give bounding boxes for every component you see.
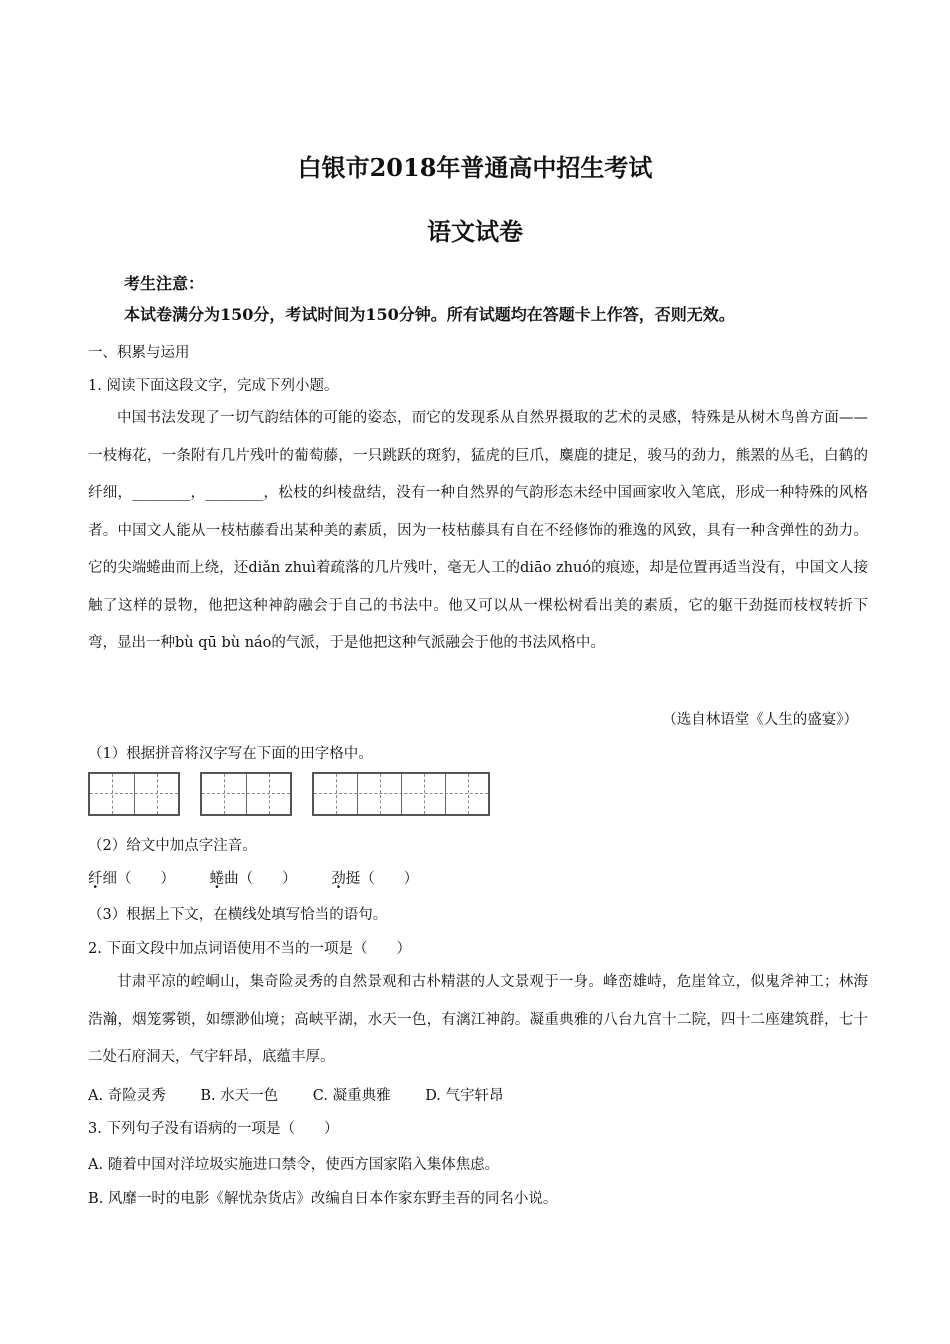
option-a[interactable]: A. 奇险灵秀: [88, 1088, 166, 1104]
dotted-char: 劲: [331, 871, 346, 887]
sub-question-1: （1）根据拼音将汉字写在下面的田字格中。: [88, 746, 373, 762]
question-1-passage: [88, 400, 868, 663]
notice-text: 本试卷满分为150分，考试时间为150分钟。所有试题均在答题卡上作答，否则无效。: [124, 305, 735, 324]
option-c[interactable]: C. 凝重典雅: [312, 1088, 391, 1104]
passage-text: 甘肃平凉的崆峒山，集奇险灵秀的自然景观和古朴精湛的人文景观于一身。峰峦雄峙，危崖耸立，似鬼斧神工；林海浩瀚，烟笼雾锁，如缥渺仙境；高峡平湖，水天一色，有漓江神韵。凝重典雅的八台九宫十二院，四十二座建筑群，七十二处石府洞天，气宇轩昂，底蕴丰厚。: [88, 974, 868, 1065]
notice-heading: 考生注意：: [124, 274, 205, 293]
pinyin-blank: 挺（ ）: [345, 871, 419, 887]
sub-question-2: （2）给文中加点字注音。: [88, 838, 257, 854]
pinyin-items: [88, 867, 418, 888]
option-b[interactable]: B. 水天一色: [200, 1088, 279, 1104]
dotted-char: 蜷: [209, 871, 225, 887]
question-3-stem: 3. 下列句子没有语病的一项是（ ）: [88, 1121, 339, 1137]
option-d[interactable]: D. 气宇轩昂: [425, 1088, 504, 1104]
question-2-stem: 2. 下面文段中加点词语使用不当的一项是（ ）: [88, 941, 411, 957]
question-2-options: [88, 1084, 534, 1105]
tianzige-grid-2[interactable]: [200, 772, 292, 816]
option-b[interactable]: B. 风靡一时的电影《解忧杂货店》改编自日本作家东野圭吾的同名小说。: [88, 1191, 558, 1207]
pinyin-blank: 细（ ）: [102, 871, 175, 887]
pinyin-blank: 曲（ ）: [224, 871, 297, 887]
passage-source: （选自林语堂《人生的盛宴》）: [662, 712, 858, 728]
section-title: 一、积累与运用: [88, 345, 190, 361]
question-2-passage: [88, 964, 868, 1077]
dotted-char: 纤: [88, 871, 103, 887]
passage-text: 中国书法发现了一切气韵结体的可能的姿态，而它的发现系从自然界摄取的艺术的灵感，特殊是从树木鸟兽方面——一枝梅花，一条附有几片残叶的葡萄藤，一只跳跃的斑豹，猛虎的巨爪，麋鹿的捷足，骏马的劲力，熊罴的丛毛，白鹤的纤细，________，________，松枝的纠棱盘结，没有一种自然界的气韵形态未经中国画家收入笔底，形成一种特殊的风格者。中国文人能从一枝枯藤看出某种美的素质，因为一枝枯藤具有自在不经修饰的雅逸的风致，具有一种含弹性的劲力。它的尖端蜷曲而上绕，还diǎn zhuì着疏落的几片残叶，毫无人工的diāo zhuó的痕迹，却是位置再适当没有，中国文人接触了这样的景物，他把这种神韵融会于自己的书法中。他又可以从一棵松树看出美的素质，它的躯干劲挺而枝杈转折下弯，显出一种bù qū bù náo的气派，于是他把这种气派融会于他的书法风格中。: [88, 410, 868, 651]
option-a[interactable]: A. 随着中国对洋垃圾实施进口禁令，使西方国家陷入集体焦虑。: [88, 1157, 500, 1173]
exam-subtitle: 语文试卷: [427, 217, 523, 246]
tianzige-grid-1[interactable]: [88, 772, 180, 816]
exam-title: 白银市2018年普通高中招生考试: [297, 153, 653, 182]
question-1-stem: 1. 阅读下面这段文字，完成下列小题。: [88, 378, 339, 394]
tianzige-grid-3[interactable]: [312, 772, 490, 816]
sub-question-3: （3）根据上下文，在横线处填写恰当的语句。: [88, 907, 388, 923]
